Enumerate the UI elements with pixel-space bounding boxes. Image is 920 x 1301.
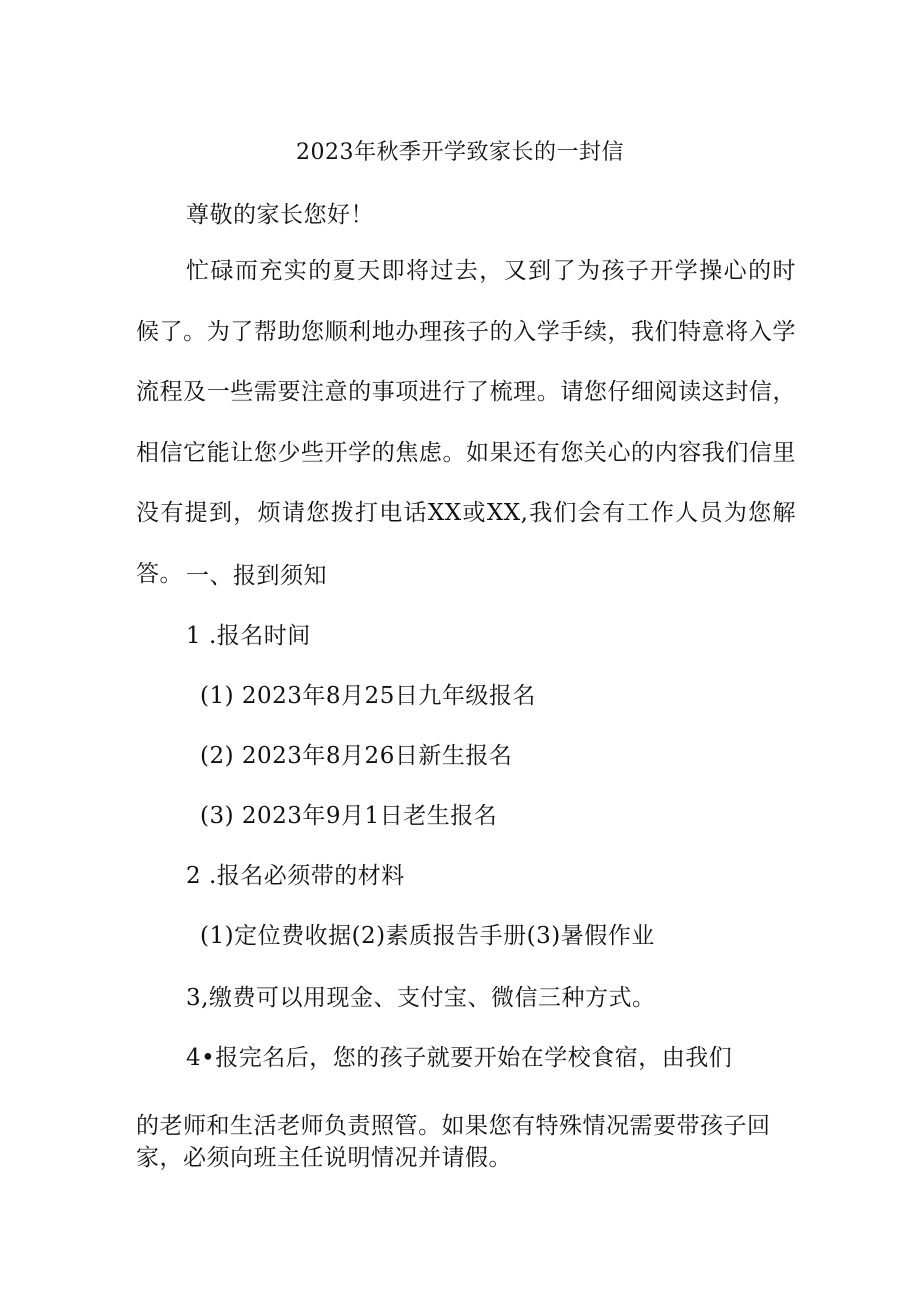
item-payment-methods: 3,缴费可以用现金、支付宝、微信三种方式。 xyxy=(186,985,656,1011)
item-boarding-first-line: 4•报完名后，您的孩子就要开始在学校食宿，由我们 xyxy=(186,1045,733,1071)
item-boarding-continuation: 的老师和生活老师负责照管。如果您有特殊情况需要带孩子回家，必须向班主任说明情况并请假。 xyxy=(136,1113,771,1171)
registration-date-2: (2) 2023年8月26日新生报名 xyxy=(200,743,513,769)
item-materials-heading: 2 .报名必须带的材料 xyxy=(186,863,405,889)
greeting: 尊敬的家长您好！ xyxy=(186,202,374,228)
registration-date-1: (1) 2023年8月25日九年级报名 xyxy=(200,683,536,709)
letter-title: 2023年秋季开学致家长的一封信 xyxy=(296,140,624,165)
intro-paragraph: 忙碌而充实的夏天即将过去，又到了为孩子开学操心的时候了。为了帮助您顺利地办理孩子的入学手续，我们特意将入学流程及一些需要注意的事项进行了梳理。请您仔细阅读这封信，相信它能让您少些开学的焦虑。如果还有您关心的内容我们信里没有提到，烦请您拨打电话XX或XX,我们会有工作人员为您解答。 xyxy=(136,258,796,587)
registration-date-3: (3) 2023年9月1日老生报名 xyxy=(200,803,498,829)
section-heading-registration: 一、报到须知 xyxy=(186,563,327,589)
materials-list: (1)定位费收据(2)素质报告手册(3)暑假作业 xyxy=(200,923,655,949)
item-registration-time-heading: 1 .报名时间 xyxy=(186,623,311,649)
